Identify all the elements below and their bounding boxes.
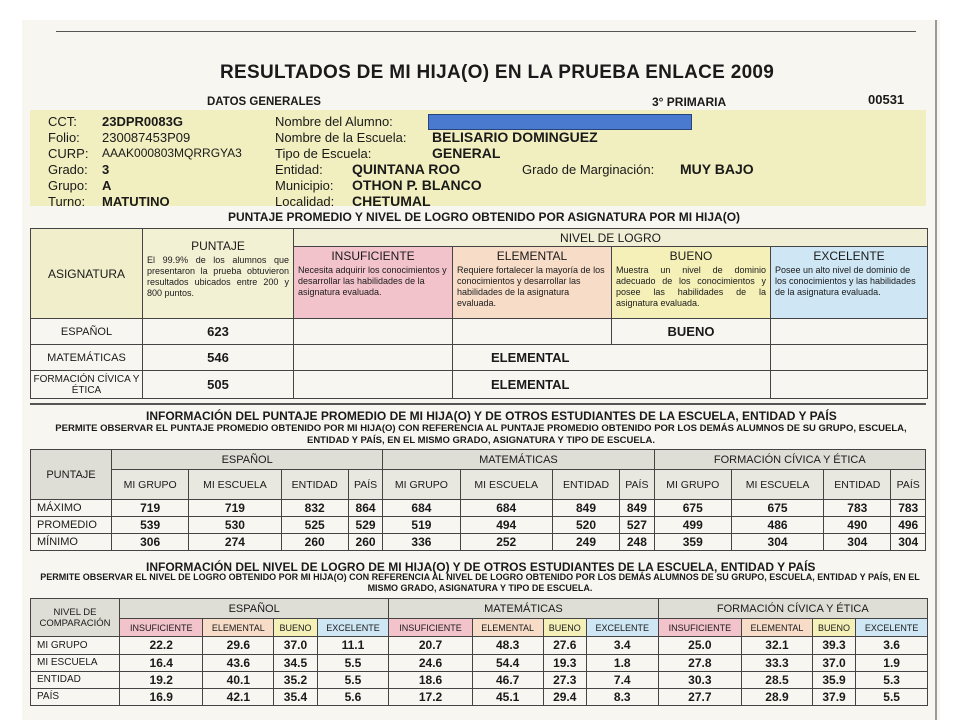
score-cell: 304 (891, 534, 926, 551)
percentage-cell: 16.4 (120, 654, 203, 671)
section3-title: INFORMACIÓN DEL NIVEL DE LOGRO DE MI HIJA(O) Y DE OTROS ESTUDIANTES DE LA ESCUELA, ENTIDAD Y PAÍS (146, 560, 816, 574)
column-header: MI GRUPO (112, 470, 189, 500)
grado-value: 3 (102, 162, 110, 177)
percentage-cell: 35.9 (812, 671, 855, 688)
level-header: EXCELENTE (586, 619, 658, 637)
table-row (31, 371, 928, 399)
score-cell: 505 (143, 371, 294, 399)
percentage-cell: 5.3 (856, 671, 928, 688)
table-row (31, 654, 928, 671)
cct-value: 23DPR0083G (102, 114, 183, 129)
percentage-cell: 33.3 (742, 654, 813, 671)
percentage-cell: 22.2 (120, 637, 203, 654)
level-elemental-cell (453, 247, 612, 319)
score-cell: 486 (731, 517, 823, 534)
percentage-cell: 7.4 (586, 671, 658, 688)
level-cell (294, 345, 453, 371)
score-cell: 539 (112, 517, 189, 534)
percentage-cell: 28.5 (742, 671, 813, 688)
row-label: PAÍS (31, 688, 120, 705)
percentage-cell: 37.9 (812, 688, 855, 705)
row-label: MI GRUPO (31, 637, 120, 654)
section-general-title: DATOS GENERALES (207, 96, 321, 108)
column-header: MI ESCUELA (189, 470, 281, 500)
folio-value: 230087453P09 (102, 130, 191, 145)
level-header: BUENO (812, 619, 855, 637)
percentage-cell: 5.6 (317, 688, 389, 705)
puntaje-header-label: PUNTAJE (191, 239, 245, 253)
curp-label: CURP: (48, 146, 89, 161)
column-header: MI ESCUELA (460, 470, 552, 500)
percentage-cell: 3.4 (586, 637, 658, 654)
level-excelente-cell (771, 247, 928, 319)
level-elemental-desc: Requiere fortalecer la mayoría de los conocimientos y desarrollar las habilidades de la asignatura evaluada. (457, 265, 605, 308)
percentage-cell: 46.7 (472, 671, 543, 688)
score-cell: 359 (654, 534, 731, 551)
grado-label: Grado: (48, 162, 88, 177)
level-header: INSUFICIENTE (658, 619, 741, 637)
score-cell: 304 (824, 534, 891, 551)
level-header: ELEMENTAL (472, 619, 543, 637)
column-header: PAÍS (348, 470, 383, 500)
percentage-cell: 30.3 (658, 671, 741, 688)
percentage-cell: 28.9 (742, 688, 813, 705)
percentage-cell: 32.1 (742, 637, 813, 654)
percentage-cell: 8.3 (586, 688, 658, 705)
level-bueno-desc: Muestra un nivel de dominio adecuado de los conocimientos y posee las habilidades de la asignatura evaluada. (616, 265, 766, 308)
percentage-cell: 5.5 (317, 654, 389, 671)
section-divider (30, 403, 926, 405)
column-header: PAÍS (620, 470, 655, 500)
row-label: ENTIDAD (31, 671, 120, 688)
score-cell: 529 (348, 517, 383, 534)
score-comparison-table (30, 449, 926, 551)
percentage-cell: 18.6 (389, 671, 472, 688)
level-elemental-name: ELEMENTAL (496, 249, 568, 263)
score-cell: 248 (620, 534, 655, 551)
percentage-cell: 34.5 (274, 654, 317, 671)
percentage-cell: 27.3 (543, 671, 586, 688)
level-cell (771, 319, 928, 345)
subject-header: FORMACIÓN CÍVICA Y ÉTICA (658, 599, 927, 619)
section3-subtitle: PERMITE OBSERVAR EL NIVEL DE LOGRO OBTENIDO POR MI HIJA(O) CON REFERENCIA AL NIVEL DE LOGRO OBTENIDO POR LOS DEMÁS ALUMNOS DE SU GRUPO, ESCUELA, ENTIDAD Y PAÍS, EN EL MISMO GRADO, ASIGNATURA Y TIPO DE ESCUELA. (40, 572, 920, 593)
top-rule (56, 31, 916, 32)
level-excelente-name: EXCELENTE (813, 249, 885, 263)
score-cell: 304 (731, 534, 823, 551)
percentage-cell: 1.9 (856, 654, 928, 671)
score-cell: 252 (460, 534, 552, 551)
level-header: BUENO (274, 619, 317, 637)
subject-cell: MATEMÁTICAS (31, 345, 143, 371)
table-row (31, 637, 928, 654)
section2-subtitle: PERMITE OBSERVAR EL PUNTAJE PROMEDIO OBTENIDO POR MI HIJA(O) CON REFERENCIA AL PUNTAJE PROMEDIO OBTENIDO POR LOS DEMÁS ALUMNOS DE SU GRUPO, ESCUELA, ENTIDAD Y PAÍS, EN EL MISMO GRADO, ASIGNATURA Y TIPO DE ESCUELA. (55, 423, 907, 446)
subject-header: MATEMÁTICAS (389, 599, 658, 619)
column-header: ENTIDAD (281, 470, 348, 500)
turno-label: Turno: (48, 194, 86, 209)
level-excelente-desc: Posee un alto nivel de dominio de los conocimientos y las habilidades de la asignatura evaluada. (775, 265, 916, 297)
subject-header: ESPAÑOL (120, 599, 389, 619)
level-header: EXCELENTE (317, 619, 389, 637)
score-cell: 546 (143, 345, 294, 371)
level-header: EXCELENTE (856, 619, 928, 637)
percentage-cell: 27.8 (658, 654, 741, 671)
alumno-label: Nombre del Alumno: (275, 114, 393, 129)
level-header: INSUFICIENTE (120, 619, 203, 637)
percentage-cell: 16.9 (120, 688, 203, 705)
column-header: MI GRUPO (383, 470, 460, 500)
percentage-cell: 54.4 (472, 654, 543, 671)
entidad-label: Entidad: (275, 162, 323, 177)
score-cell: 623 (143, 319, 294, 345)
level-insuficiente-desc: Necesita adquirir los conocimientos y desarrollar las habilidades de la asignatura evaluada. (298, 265, 447, 297)
table-row (31, 500, 926, 517)
percentage-cell: 19.3 (543, 654, 586, 671)
grupo-label: Grupo: (48, 178, 88, 193)
cct-label: CCT: (48, 114, 77, 129)
row-label: MÍNIMO (31, 534, 112, 551)
localidad-value: CHETUMAL (352, 193, 431, 209)
score-cell: 783 (824, 500, 891, 517)
puntaje-description: El 99.9% de los alumnos que presentaron la prueba obtuvieron resultados ubicados entre 200 y 800 puntos. (147, 255, 289, 298)
score-cell: 832 (281, 500, 348, 517)
percentage-cell: 17.2 (389, 688, 472, 705)
percentage-cell: 27.6 (543, 637, 586, 654)
asignatura-header: ASIGNATURA (31, 229, 143, 319)
subject-cell: FORMACIÓN CÍVICA Y ÉTICA (31, 371, 143, 399)
score-cell: 684 (460, 500, 552, 517)
score-cell: 849 (552, 500, 619, 517)
right-edge (935, 20, 937, 720)
percentage-cell: 24.6 (389, 654, 472, 671)
subject-header: FORMACIÓN CÍVICA Y ÉTICA (654, 450, 925, 470)
score-cell: 274 (189, 534, 281, 551)
percentage-cell: 5.5 (317, 671, 389, 688)
percentage-cell: 29.4 (543, 688, 586, 705)
level-cell (294, 371, 453, 399)
level-header: BUENO (543, 619, 586, 637)
score-cell: 530 (189, 517, 281, 534)
percentage-cell: 20.7 (389, 637, 472, 654)
marginacion-value: MUY BAJO (680, 161, 754, 177)
row-label: MI ESCUELA (31, 654, 120, 671)
localidad-label: Localidad: (275, 194, 335, 209)
puntaje-header (143, 229, 294, 319)
subject-header: ESPAÑOL (112, 450, 383, 470)
section1-title: PUNTAJE PROMEDIO Y NIVEL DE LOGRO OBTENIDO POR ASIGNATURA POR MI HIJA(O) (228, 210, 741, 224)
score-cell: 496 (891, 517, 926, 534)
level-header: ELEMENTAL (742, 619, 813, 637)
score-cell: 490 (824, 517, 891, 534)
level-insuficiente-name: INSUFICIENTE (331, 249, 415, 263)
percentage-cell: 39.3 (812, 637, 855, 654)
percentage-cell: 19.2 (120, 671, 203, 688)
level-bueno-cell (612, 247, 771, 319)
score-cell: 494 (460, 517, 552, 534)
tipo-value: GENERAL (432, 145, 501, 161)
folio-label: Folio: (48, 130, 80, 145)
percentage-cell: 5.5 (856, 688, 928, 705)
grupo-value: A (102, 178, 112, 193)
level-cell (771, 371, 928, 399)
score-cell: 520 (552, 517, 619, 534)
document-code: 00531 (868, 92, 905, 107)
percentage-cell: 42.1 (203, 688, 274, 705)
score-cell: 336 (383, 534, 460, 551)
percentage-cell: 35.2 (274, 671, 317, 688)
percentage-cell: 29.6 (203, 637, 274, 654)
score-cell: 249 (552, 534, 619, 551)
grade-label: 3° PRIMARIA (652, 95, 727, 109)
percentage-cell: 37.0 (812, 654, 855, 671)
tipo-label: Tipo de Escuela: (275, 146, 372, 161)
level-cell (294, 319, 453, 345)
municipio-value: OTHON P. BLANCO (352, 177, 482, 193)
score-cell: 849 (620, 500, 655, 517)
score-cell: 783 (891, 500, 926, 517)
score-cell: 260 (281, 534, 348, 551)
score-cell: 499 (654, 517, 731, 534)
level-header: INSUFICIENTE (389, 619, 472, 637)
percentage-cell: 25.0 (658, 637, 741, 654)
subject-cell: ESPAÑOL (31, 319, 143, 345)
percentage-cell: 43.6 (203, 654, 274, 671)
table-row (31, 671, 928, 688)
score-cell: 675 (731, 500, 823, 517)
title-prefix: RESULTADOS DE MI HIJA(O) EN LA PRUEBA (220, 62, 640, 83)
column-header: ENTIDAD (552, 470, 619, 500)
column-header: MI GRUPO (654, 470, 731, 500)
escuela-label: Nombre de la Escuela: (275, 130, 407, 145)
column-header: ENTIDAD (824, 470, 891, 500)
score-cell: 527 (620, 517, 655, 534)
percentage-cell: 40.1 (203, 671, 274, 688)
table-row (31, 345, 928, 371)
curp-value: AAAK000803MQRRGYA3 (102, 146, 242, 160)
row-label: MÁXIMO (31, 500, 112, 517)
nivel-logro-header: NIVEL DE LOGRO (294, 229, 928, 247)
turno-value: MATUTINO (102, 194, 170, 209)
marginacion-label: Grado de Marginación: (522, 162, 655, 177)
score-cell: 719 (189, 500, 281, 517)
percentage-cell: 3.6 (856, 637, 928, 654)
entidad-value: QUINTANA ROO (352, 161, 461, 177)
score-cell: 519 (383, 517, 460, 534)
level-cell: BUENO (612, 319, 771, 345)
level-bueno-name: BUENO (669, 249, 713, 263)
section2-title: INFORMACIÓN DEL PUNTAJE PROMEDIO DE MI HIJA(O) Y DE OTROS ESTUDIANTES DE LA ESCUELA, ENTIDAD Y PAÍS (146, 409, 837, 423)
score-cell: 260 (348, 534, 383, 551)
level-header: ELEMENTAL (203, 619, 274, 637)
level-insuficiente-cell (294, 247, 453, 319)
table-row (31, 517, 926, 534)
redacted-name-bar (428, 114, 692, 130)
row-label: PROMEDIO (31, 517, 112, 534)
column-header: PAÍS (891, 470, 926, 500)
percentage-cell: 35.4 (274, 688, 317, 705)
percentage-cell: 45.1 (472, 688, 543, 705)
percentage-cell: 1.8 (586, 654, 658, 671)
report-title (220, 62, 774, 84)
score-corner-header: PUNTAJE (31, 450, 112, 500)
escuela-value: BELISARIO DOMINGUEZ (432, 129, 598, 145)
percentage-cell: 37.0 (274, 637, 317, 654)
table-row (31, 534, 926, 551)
percentage-cell: 48.3 (472, 637, 543, 654)
score-cell: 525 (281, 517, 348, 534)
table-row (31, 319, 928, 345)
level-cell (453, 319, 612, 345)
score-cell: 864 (348, 500, 383, 517)
percentage-cell: 11.1 (317, 637, 389, 654)
score-cell: 675 (654, 500, 731, 517)
level-comparison-table (30, 598, 928, 706)
level-corner-header: NIVEL DE COMPARACIÓN (31, 599, 120, 637)
column-header: MI ESCUELA (731, 470, 823, 500)
subject-header: MATEMÁTICAS (383, 450, 654, 470)
achievement-table (30, 228, 928, 399)
title-brand: ENLACE 2009 (645, 62, 775, 83)
table-row (31, 688, 928, 705)
percentage-cell: 27.7 (658, 688, 741, 705)
level-cell (771, 345, 928, 371)
level-cell: ELEMENTAL (453, 345, 771, 371)
municipio-label: Municipio: (275, 178, 334, 193)
score-cell: 719 (112, 500, 189, 517)
score-cell: 306 (112, 534, 189, 551)
level-cell: ELEMENTAL (453, 371, 771, 399)
score-cell: 684 (383, 500, 460, 517)
